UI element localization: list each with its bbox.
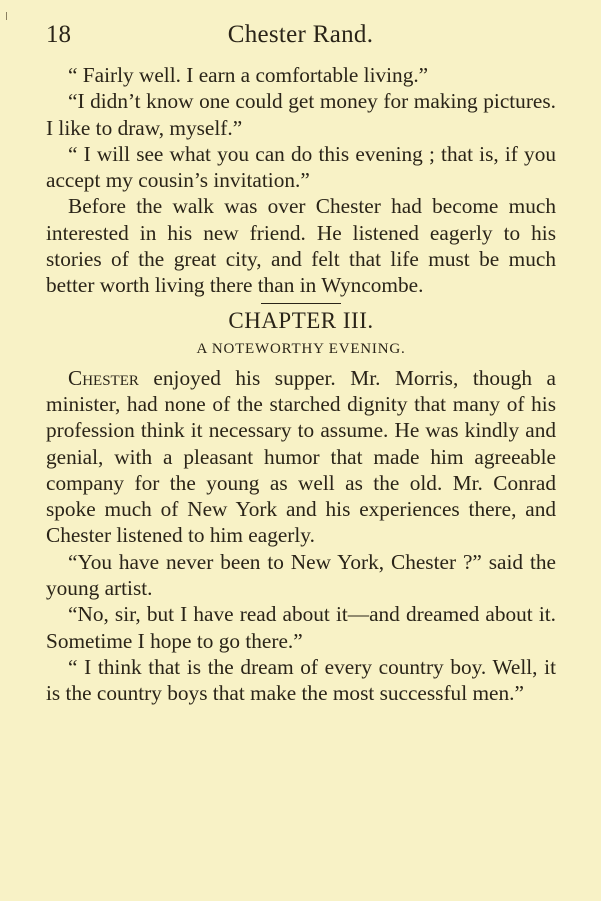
running-title: Chester Rand.	[227, 21, 374, 48]
page-number: 18	[46, 21, 71, 48]
paragraph: “I didn’t know one could get money for making pictures. I like to draw, myself.”	[46, 89, 556, 140]
paragraph: Before the walk was over Chester had become much interested in his new friend. He listened eagerly to his stories of the great city, and felt that life must be much better worth living there than in Wyncombe.	[46, 194, 556, 298]
chapter-heading: CHAPTER III.	[228, 307, 374, 333]
paragraph	[46, 365, 556, 549]
lead-word: Chester	[68, 365, 139, 390]
page-edge-mark	[6, 12, 7, 20]
page-header	[46, 19, 555, 51]
section-divider	[261, 303, 341, 304]
paragraph-text: enjoyed his supper. Mr. Morris, though a minister, had none of the starched dignity that many of his profession think it necessary to assume. He was kindly and genial, with a pleasant humor that made him agreeable company for the young as well as the old. Mr. Conrad spoke much of New York and his experiences there, and Chester listened to him eagerly.	[46, 365, 556, 548]
chapter-subtitle: A NOTEWORTHY EVENING.	[196, 340, 406, 357]
paragraph: “No, sir, but I have read about it—and dreamed about it. Sometime I hope to go there.”	[46, 602, 556, 653]
paragraph: “ I think that is the dream of every country boy. Well, it is the country boys that make the most successful men.”	[46, 654, 556, 706]
page-body	[46, 62, 556, 707]
paragraph: “You have never been to New York, Chester ?” said the young artist.	[46, 549, 556, 601]
paragraph: “ Fairly well. I earn a comfortable living.”	[68, 63, 429, 87]
paragraph: “ I will see what you can do this evening ; that is, if you accept my cousin’s invitation.”	[46, 141, 556, 193]
